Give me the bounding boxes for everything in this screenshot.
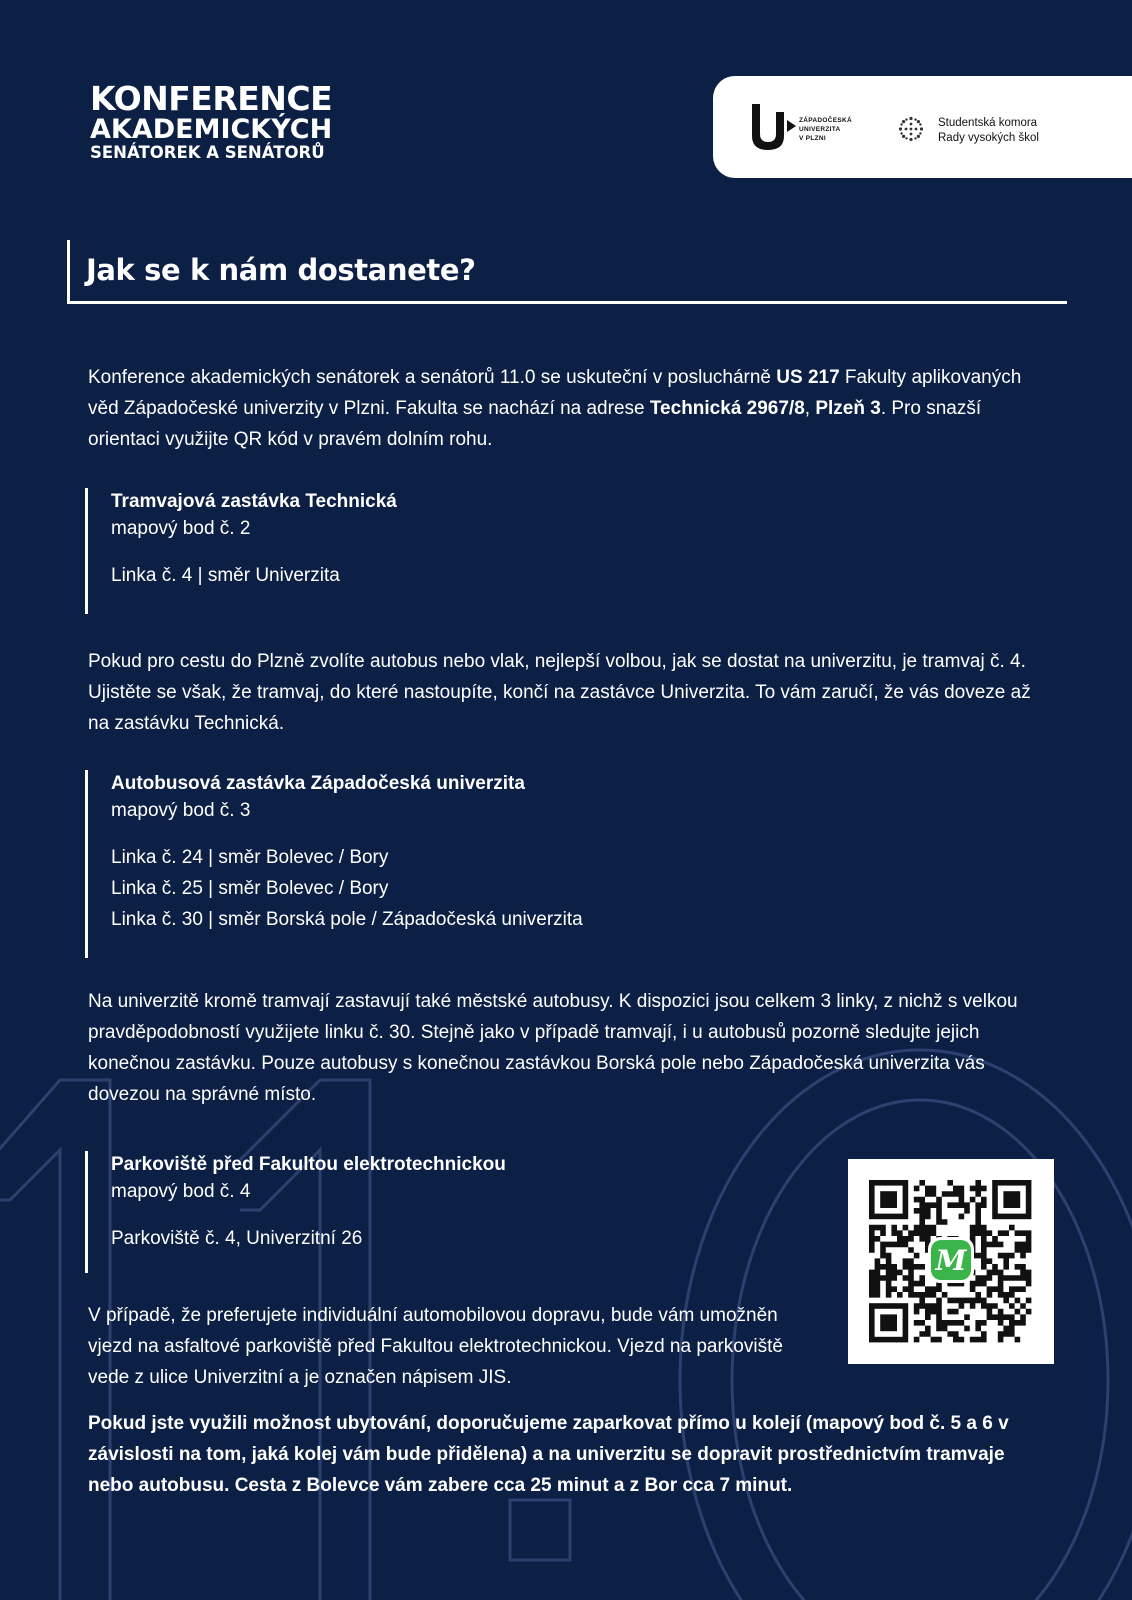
page-title: Jak se k nám dostanete?	[86, 253, 476, 287]
intro-paragraph: Konference akademických senátorek a senátorů 11.0 se uskuteční v posluchárně US 217 Fakulty aplikovaných věd Západočeské univerzity v Plzni. Fakulta se nachází na adrese Technická 2967/8, Plzeň 3. Pro snazší orientaci využijte QR kód v pravém dolním rohu.	[88, 367, 1022, 450]
student-chamber-logo-text: Studentská komora Rady vysokých škol	[938, 117, 1039, 144]
title-line-1: KONFERENCE	[90, 79, 333, 118]
zcu-logo-text: ZÁPADOČESKÁ UNIVERZITA V PLZNI	[799, 117, 853, 142]
parking-title: Parkoviště před Fakultou elektrotechnickou	[111, 1154, 506, 1175]
bus-stop-title: Autobusová zastávka Západočeská univerzita	[111, 773, 525, 794]
bus-stop-block	[85, 770, 583, 958]
parking-block	[85, 1151, 506, 1273]
section-heading	[67, 240, 1067, 304]
bus-paragraph: Na univerzitě kromě tramvají zastavují také městské autobusy. K dispozici jsou celkem 3 linky, z nichž s velkou pravděpodobností využijete linku č. 30. Stejně jako v případě tramvají, i u autobusů pozorně sledujte jejich konečnou zastávku. Pouze autobusy s konečnou zastávkou Borská pole nebo Západočeská univerzita vás dovezou na správné místo.	[88, 991, 1018, 1105]
qr-finder-center	[880, 1314, 897, 1331]
bus-line-item: Linka č. 30 | směr Borská pole / Západočeská univerzita	[111, 909, 583, 930]
zcu-logo-icon	[750, 102, 796, 152]
conference-title	[90, 79, 333, 162]
tram-line-item: Linka č. 4 | směr Univerzita	[111, 565, 340, 586]
heading-horizontal-rule	[67, 301, 1067, 304]
bus-line-item: Linka č. 25 | směr Bolevec / Bory	[111, 878, 389, 899]
qr-finder-center	[880, 1191, 897, 1208]
tram-stop-block	[85, 488, 397, 614]
title-line-3: SENÁTOREK A SENÁTORŮ	[90, 143, 325, 162]
qr-code[interactable]	[848, 1159, 1054, 1364]
qr-code-icon	[848, 1159, 1054, 1364]
qr-finder-center	[1003, 1191, 1020, 1208]
tram-paragraph: Pokud pro cestu do Plzně zvolíte autobus nebo vlak, nejlepší volbou, jak se dostat na univerzitu, je tramvaj č. 4. Ujistěte se však, že tramvaj, do které nastoupíte, končí na zastávce Univerzita. To vám zaručí, že vás doveze až na zastávku Technická.	[88, 651, 1031, 734]
qr-badge-letter: M	[935, 1244, 967, 1277]
bus-stop-map-point: mapový bod č. 3	[111, 800, 251, 821]
tram-stop-map-point: mapový bod č. 2	[111, 518, 251, 539]
student-chamber-logo-icon	[898, 116, 924, 142]
heading-vertical-rule	[67, 240, 70, 304]
tram-stop-title: Tramvajová zastávka Technická	[111, 491, 397, 512]
title-line-2: AKADEMICKÝCH	[90, 114, 333, 145]
parking-paragraph: V případě, že preferujete individuální automobilovou dopravu, bude vám umožněn vjezd na asfaltové parkoviště před Fakultou elektrotechnickou. Vjezd na parkoviště vede z ulice Univerzitní a je označen nápisem JIS.	[88, 1305, 783, 1388]
parking-address: Parkoviště č. 4, Univerzitní 26	[111, 1228, 363, 1249]
partner-logos	[713, 76, 1132, 178]
bus-line-item: Linka č. 24 | směr Bolevec / Bory	[111, 847, 389, 868]
parking-map-point: mapový bod č. 4	[111, 1181, 251, 1202]
accommodation-paragraph: Pokud jste využili možnost ubytování, doporučujeme zaparkovat přímo u kolejí (mapový bod č. 5 a 6 v závislosti na tom, jaká kolej vám bude přidělena) a na univerzitu se dopravit prostřednictvím tramvaje nebo autobusu. Cesta z Bolevce vám zabere cca 25 minut a z Bor cca 7 minut.	[88, 1413, 1009, 1496]
